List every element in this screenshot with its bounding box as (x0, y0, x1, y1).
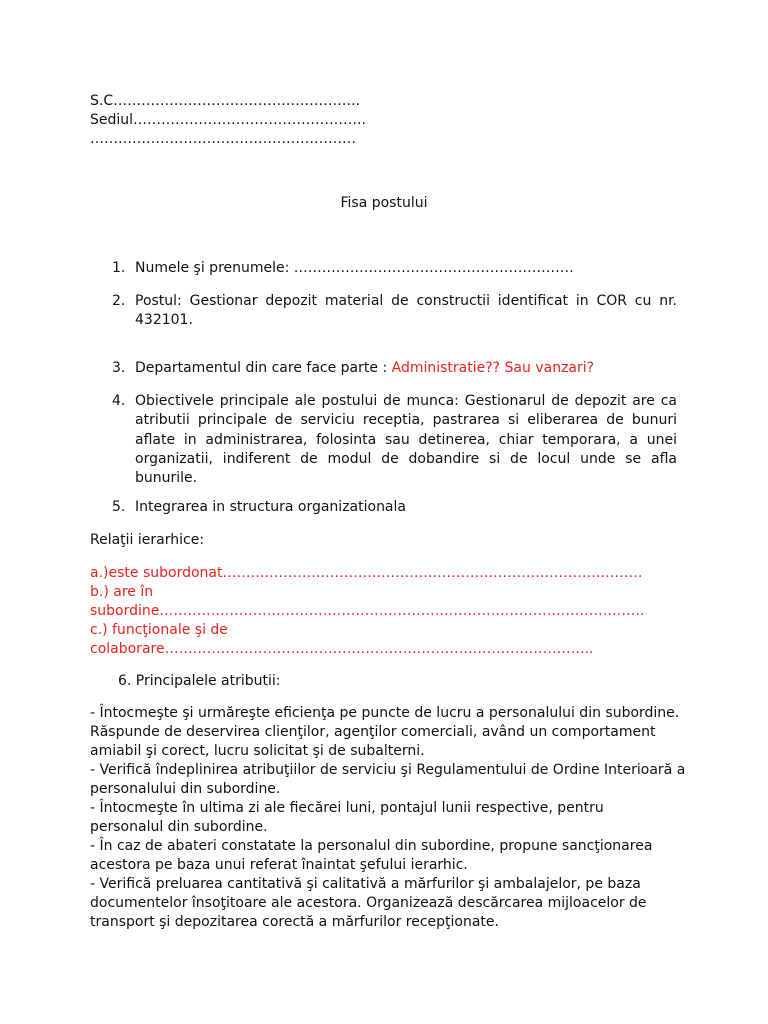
item-department (135, 359, 677, 378)
item-number-3: 3. (112, 360, 126, 376)
address-dots-line: ………………………………………………… (90, 131, 356, 147)
duty-line: Răspunde de deservirea clienţilor, agenţilor comerciali, având un comportament (90, 724, 656, 740)
item-number-1: 1. (112, 260, 126, 276)
company-line: S.C…………………………………………….. (90, 93, 361, 109)
duties-text (90, 704, 690, 932)
duty-line: - Întocmeşte în ultima zi ale fiecărei luni, pontajul lunii respective, pentru (90, 800, 604, 816)
relation-subordinate: a.)este subordonat……………………………………………………………………………… (90, 565, 643, 581)
seat-line: Sediul………………………………………….. (90, 112, 366, 128)
duty-line: personalului din subordine. (90, 781, 281, 797)
duty-line: amiabil şi corect, lucru solicitat şi de subalterni. (90, 743, 425, 759)
duty-line: - Întocmeşte şi urmăreşte eficienţa pe puncte de lucru a personalului din subordine. (90, 705, 680, 721)
duty-line: transport şi depozitarea corectă a mărfurilor recepţionate. (90, 914, 499, 930)
relation-has-subordinates: subordine………………………………………………………………………………………….. (90, 603, 645, 619)
duty-line: personalul din subordine. (90, 819, 268, 835)
item-objectives: Obiectivele principale ale postului de munca: Gestionarul de depozit are ca atributii principale de serviciu receptia, pastrarea si eliberarea de bunuri aflate in administrarea, folosinta sau detinerea, chiar temporara, a unei organizatii, indiferent de modul de dobandire si de locul unde se afla bunurile. (135, 393, 677, 487)
duty-line: - Verifică preluarea cantitativă şi calitativă a mărfurilor şi ambalajelor, pe baza (90, 876, 641, 892)
item-post: Postul: Gestionar depozit material de constructii identificat in COR cu nr. 432101. (135, 293, 677, 329)
document-title: Fisa postului (340, 195, 428, 211)
duty-line: - Verifică îndeplinirea atribuţiilor de serviciu şi Regulamentului de Ordine Interioară a (90, 762, 686, 778)
item-integration: Integrarea in structura organizationala (135, 499, 406, 515)
duty-line: acestora pe baza unui referat înaintat şefului ierarhic. (90, 857, 468, 873)
relation-functional-label: c.) funcţionale şi de (90, 622, 228, 638)
department-note: Administratie?? Sau vanzari? (391, 360, 595, 376)
duty-line: documentelor însoţitoare ale acestora. Organizează descărcarea mijloacelor de (90, 895, 647, 911)
item-number-5: 5. (112, 499, 126, 515)
duty-line: - În caz de abateri constatate la personalul din subordine, propune sancţionarea (90, 838, 653, 854)
department-label: Departamentul din care face parte : (135, 360, 392, 376)
relations-heading: Relaţii ierarhice: (90, 532, 205, 548)
relation-has-subordinates-label: b.) are în (90, 584, 154, 600)
duties-heading: 6. Principalele atributii: (118, 673, 281, 689)
relation-collaboration: colaborare……………………………………………………………………………….. (90, 641, 594, 657)
item-number-4: 4. (112, 393, 126, 409)
item-number-2: 2. (112, 293, 126, 309)
item-name: Numele şi prenumele: …………………………………………………… (135, 260, 574, 276)
